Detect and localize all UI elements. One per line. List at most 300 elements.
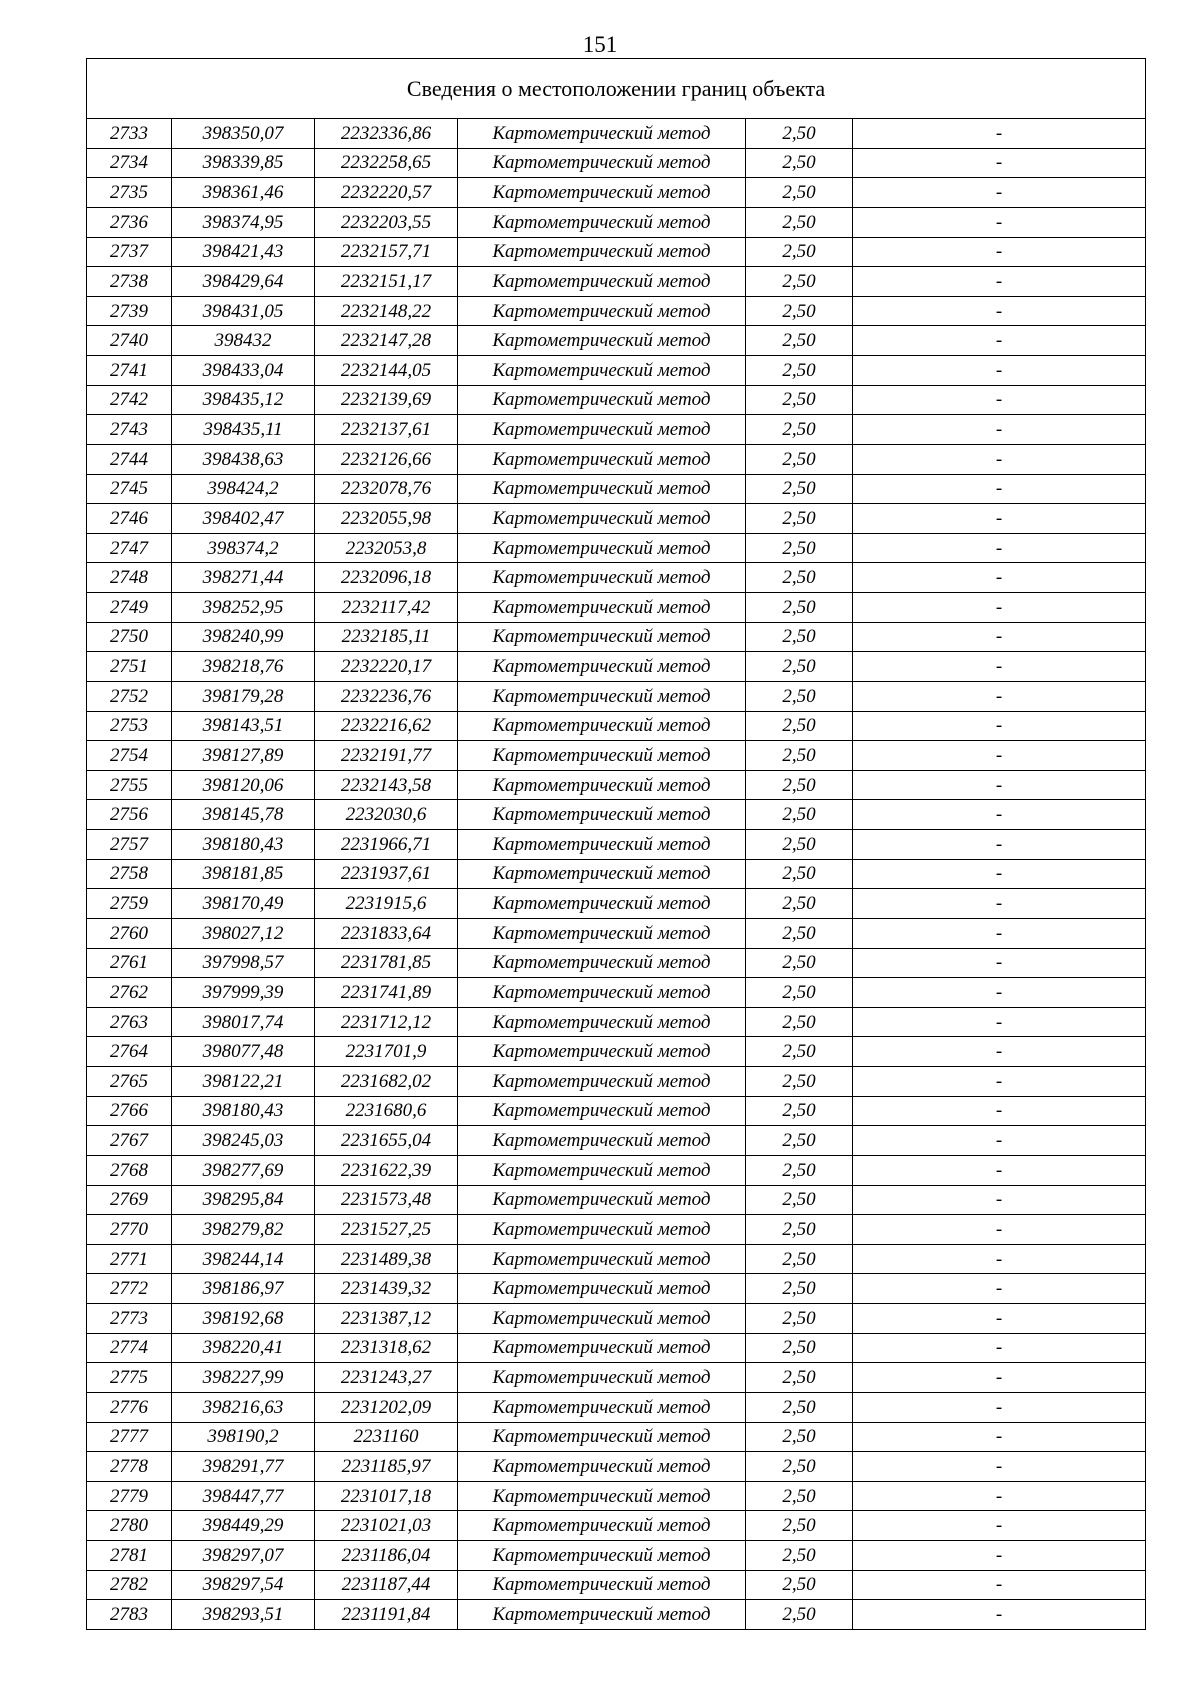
accuracy-cell: 2,50: [746, 296, 853, 326]
accuracy-cell: 2,50: [746, 119, 853, 149]
x-coordinate-cell: 398227,99: [172, 1363, 315, 1393]
method-cell: Картометрический метод: [458, 415, 746, 445]
accuracy-cell: 2,50: [746, 741, 853, 771]
y-coordinate-cell: 2232220,57: [315, 178, 458, 208]
method-cell: Картометрический метод: [458, 1037, 746, 1067]
accuracy-cell: 2,50: [746, 800, 853, 830]
y-coordinate-cell: 2231017,18: [315, 1481, 458, 1511]
x-coordinate-cell: 397999,39: [172, 978, 315, 1008]
point-number-cell: 2754: [87, 741, 172, 771]
y-coordinate-cell: 2231966,71: [315, 830, 458, 860]
method-cell: Картометрический метод: [458, 533, 746, 563]
y-coordinate-cell: 2231833,64: [315, 918, 458, 948]
x-coordinate-cell: 398435,12: [172, 385, 315, 415]
accuracy-cell: 2,50: [746, 1215, 853, 1245]
description-cell: -: [853, 1511, 1146, 1541]
x-coordinate-cell: 398143,51: [172, 711, 315, 741]
x-coordinate-cell: 398244,14: [172, 1244, 315, 1274]
x-coordinate-cell: 398190,2: [172, 1422, 315, 1452]
accuracy-cell: 2,50: [746, 207, 853, 237]
table-row: [87, 1541, 1146, 1571]
description-cell: -: [853, 741, 1146, 771]
description-cell: -: [853, 1155, 1146, 1185]
point-number-cell: 2740: [87, 326, 172, 356]
point-number-cell: 2764: [87, 1037, 172, 1067]
point-number-cell: 2768: [87, 1155, 172, 1185]
table-row: [87, 385, 1146, 415]
method-cell: Картометрический метод: [458, 1215, 746, 1245]
method-cell: Картометрический метод: [458, 681, 746, 711]
x-coordinate-cell: 398339,85: [172, 148, 315, 178]
table-row: [87, 1511, 1146, 1541]
accuracy-cell: 2,50: [746, 1392, 853, 1422]
x-coordinate-cell: 398297,54: [172, 1570, 315, 1600]
accuracy-cell: 2,50: [746, 889, 853, 919]
table-row: [87, 415, 1146, 445]
accuracy-cell: 2,50: [746, 148, 853, 178]
description-cell: -: [853, 1304, 1146, 1334]
table-row: [87, 681, 1146, 711]
x-coordinate-cell: 398220,41: [172, 1333, 315, 1363]
y-coordinate-cell: 2231021,03: [315, 1511, 458, 1541]
table-row: [87, 918, 1146, 948]
x-coordinate-cell: 398421,43: [172, 237, 315, 267]
method-cell: Картометрический метод: [458, 356, 746, 386]
method-cell: Картометрический метод: [458, 474, 746, 504]
table-title: Сведения о местоположении границ объекта: [87, 59, 1146, 119]
y-coordinate-cell: 2232191,77: [315, 741, 458, 771]
description-cell: -: [853, 533, 1146, 563]
description-cell: -: [853, 1244, 1146, 1274]
table-row: [87, 1392, 1146, 1422]
description-cell: -: [853, 178, 1146, 208]
x-coordinate-cell: 398361,46: [172, 178, 315, 208]
accuracy-cell: 2,50: [746, 1185, 853, 1215]
method-cell: Картометрический метод: [458, 1155, 746, 1185]
method-cell: Картометрический метод: [458, 563, 746, 593]
method-cell: Картометрический метод: [458, 918, 746, 948]
y-coordinate-cell: 2231160: [315, 1422, 458, 1452]
table-row: [87, 1185, 1146, 1215]
y-coordinate-cell: 2232148,22: [315, 296, 458, 326]
point-number-cell: 2751: [87, 652, 172, 682]
table-row: [87, 1304, 1146, 1334]
y-coordinate-cell: 2232117,42: [315, 593, 458, 623]
method-cell: Картометрический метод: [458, 1304, 746, 1334]
point-number-cell: 2778: [87, 1452, 172, 1482]
x-coordinate-cell: 398447,77: [172, 1481, 315, 1511]
accuracy-cell: 2,50: [746, 978, 853, 1008]
table-row: [87, 711, 1146, 741]
point-number-cell: 2765: [87, 1067, 172, 1097]
table-row: [87, 1067, 1146, 1097]
description-cell: -: [853, 1600, 1146, 1630]
x-coordinate-cell: 398297,07: [172, 1541, 315, 1571]
accuracy-cell: 2,50: [746, 770, 853, 800]
point-number-cell: 2760: [87, 918, 172, 948]
table-row: [87, 207, 1146, 237]
point-number-cell: 2766: [87, 1096, 172, 1126]
accuracy-cell: 2,50: [746, 1422, 853, 1452]
table-row: [87, 1155, 1146, 1185]
method-cell: Картометрический метод: [458, 1363, 746, 1393]
description-cell: -: [853, 889, 1146, 919]
x-coordinate-cell: 398271,44: [172, 563, 315, 593]
method-cell: Картометрический метод: [458, 859, 746, 889]
table-row: [87, 1215, 1146, 1245]
x-coordinate-cell: 398120,06: [172, 770, 315, 800]
x-coordinate-cell: 398350,07: [172, 119, 315, 149]
description-cell: -: [853, 1185, 1146, 1215]
accuracy-cell: 2,50: [746, 1155, 853, 1185]
y-coordinate-cell: 2231682,02: [315, 1067, 458, 1097]
accuracy-cell: 2,50: [746, 1452, 853, 1482]
accuracy-cell: 2,50: [746, 385, 853, 415]
accuracy-cell: 2,50: [746, 1096, 853, 1126]
description-cell: -: [853, 148, 1146, 178]
table-row: [87, 741, 1146, 771]
x-coordinate-cell: 398374,2: [172, 533, 315, 563]
description-cell: -: [853, 296, 1146, 326]
method-cell: Картометрический метод: [458, 593, 746, 623]
method-cell: Картометрический метод: [458, 1096, 746, 1126]
point-number-cell: 2761: [87, 948, 172, 978]
table-row: [87, 1007, 1146, 1037]
y-coordinate-cell: 2232236,76: [315, 681, 458, 711]
y-coordinate-cell: 2231781,85: [315, 948, 458, 978]
point-number-cell: 2770: [87, 1215, 172, 1245]
y-coordinate-cell: 2232216,62: [315, 711, 458, 741]
accuracy-cell: 2,50: [746, 1511, 853, 1541]
table-row: [87, 563, 1146, 593]
point-number-cell: 2733: [87, 119, 172, 149]
x-coordinate-cell: 398402,47: [172, 504, 315, 534]
table-row: [87, 533, 1146, 563]
method-cell: Картометрический метод: [458, 889, 746, 919]
x-coordinate-cell: 398181,85: [172, 859, 315, 889]
y-coordinate-cell: 2232336,86: [315, 119, 458, 149]
x-coordinate-cell: 398431,05: [172, 296, 315, 326]
table-row: [87, 652, 1146, 682]
description-cell: -: [853, 1037, 1146, 1067]
description-cell: -: [853, 385, 1146, 415]
x-coordinate-cell: 398122,21: [172, 1067, 315, 1097]
y-coordinate-cell: 2231915,6: [315, 889, 458, 919]
point-number-cell: 2783: [87, 1600, 172, 1630]
table-row: [87, 978, 1146, 1008]
y-coordinate-cell: 2232220,17: [315, 652, 458, 682]
point-number-cell: 2758: [87, 859, 172, 889]
method-cell: Картометрический метод: [458, 385, 746, 415]
point-number-cell: 2747: [87, 533, 172, 563]
y-coordinate-cell: 2231191,84: [315, 1600, 458, 1630]
y-coordinate-cell: 2231741,89: [315, 978, 458, 1008]
y-coordinate-cell: 2232157,71: [315, 237, 458, 267]
point-number-cell: 2741: [87, 356, 172, 386]
y-coordinate-cell: 2231387,12: [315, 1304, 458, 1334]
method-cell: Картометрический метод: [458, 622, 746, 652]
table-row: [87, 889, 1146, 919]
x-coordinate-cell: 398435,11: [172, 415, 315, 445]
table-row: [87, 326, 1146, 356]
description-cell: -: [853, 1126, 1146, 1156]
point-number-cell: 2744: [87, 444, 172, 474]
method-cell: Картометрический метод: [458, 1244, 746, 1274]
description-cell: -: [853, 326, 1146, 356]
point-number-cell: 2742: [87, 385, 172, 415]
description-cell: -: [853, 415, 1146, 445]
point-number-cell: 2750: [87, 622, 172, 652]
point-number-cell: 2777: [87, 1422, 172, 1452]
point-number-cell: 2772: [87, 1274, 172, 1304]
x-coordinate-cell: 398240,99: [172, 622, 315, 652]
point-number-cell: 2737: [87, 237, 172, 267]
description-cell: -: [853, 830, 1146, 860]
y-coordinate-cell: 2231573,48: [315, 1185, 458, 1215]
point-number-cell: 2774: [87, 1333, 172, 1363]
table-row: [87, 474, 1146, 504]
y-coordinate-cell: 2232143,58: [315, 770, 458, 800]
method-cell: Картометрический метод: [458, 978, 746, 1008]
description-cell: -: [853, 1215, 1146, 1245]
x-coordinate-cell: 397998,57: [172, 948, 315, 978]
point-number-cell: 2746: [87, 504, 172, 534]
y-coordinate-cell: 2232137,61: [315, 415, 458, 445]
description-cell: -: [853, 237, 1146, 267]
y-coordinate-cell: 2231937,61: [315, 859, 458, 889]
table-row: [87, 1600, 1146, 1630]
point-number-cell: 2757: [87, 830, 172, 860]
point-number-cell: 2780: [87, 1511, 172, 1541]
accuracy-cell: 2,50: [746, 652, 853, 682]
accuracy-cell: 2,50: [746, 1007, 853, 1037]
description-cell: -: [853, 978, 1146, 1008]
x-coordinate-cell: 398027,12: [172, 918, 315, 948]
boundary-coordinates-table: [86, 58, 1146, 1630]
x-coordinate-cell: 398077,48: [172, 1037, 315, 1067]
table-row: [87, 948, 1146, 978]
table-row: [87, 593, 1146, 623]
method-cell: Картометрический метод: [458, 1511, 746, 1541]
description-cell: -: [853, 918, 1146, 948]
method-cell: Картометрический метод: [458, 1392, 746, 1422]
method-cell: Картометрический метод: [458, 1422, 746, 1452]
description-cell: -: [853, 563, 1146, 593]
point-number-cell: 2775: [87, 1363, 172, 1393]
x-coordinate-cell: 398192,68: [172, 1304, 315, 1334]
y-coordinate-cell: 2231243,27: [315, 1363, 458, 1393]
x-coordinate-cell: 398433,04: [172, 356, 315, 386]
table-row: [87, 356, 1146, 386]
table-row: [87, 1452, 1146, 1482]
y-coordinate-cell: 2232203,55: [315, 207, 458, 237]
y-coordinate-cell: 2231439,32: [315, 1274, 458, 1304]
y-coordinate-cell: 2232139,69: [315, 385, 458, 415]
y-coordinate-cell: 2231701,9: [315, 1037, 458, 1067]
description-cell: -: [853, 1333, 1146, 1363]
description-cell: -: [853, 207, 1146, 237]
method-cell: Картометрический метод: [458, 800, 746, 830]
point-number-cell: 2735: [87, 178, 172, 208]
point-number-cell: 2782: [87, 1570, 172, 1600]
page-number: 151: [582, 32, 618, 57]
method-cell: Картометрический метод: [458, 1452, 746, 1482]
y-coordinate-cell: 2232055,98: [315, 504, 458, 534]
x-coordinate-cell: 398218,76: [172, 652, 315, 682]
method-cell: Картометрический метод: [458, 711, 746, 741]
x-coordinate-cell: 398295,84: [172, 1185, 315, 1215]
y-coordinate-cell: 2231187,44: [315, 1570, 458, 1600]
y-coordinate-cell: 2231712,12: [315, 1007, 458, 1037]
y-coordinate-cell: 2231622,39: [315, 1155, 458, 1185]
x-coordinate-cell: 398252,95: [172, 593, 315, 623]
accuracy-cell: 2,50: [746, 356, 853, 386]
method-cell: Картометрический метод: [458, 504, 746, 534]
point-number-cell: 2756: [87, 800, 172, 830]
method-cell: Картометрический метод: [458, 444, 746, 474]
point-number-cell: 2755: [87, 770, 172, 800]
y-coordinate-cell: 2231527,25: [315, 1215, 458, 1245]
y-coordinate-cell: 2231186,04: [315, 1541, 458, 1571]
method-cell: Картометрический метод: [458, 652, 746, 682]
method-cell: Картометрический метод: [458, 1185, 746, 1215]
accuracy-cell: 2,50: [746, 859, 853, 889]
point-number-cell: 2767: [87, 1126, 172, 1156]
x-coordinate-cell: 398424,2: [172, 474, 315, 504]
accuracy-cell: 2,50: [746, 1126, 853, 1156]
x-coordinate-cell: 398245,03: [172, 1126, 315, 1156]
accuracy-cell: 2,50: [746, 622, 853, 652]
accuracy-cell: 2,50: [746, 1600, 853, 1630]
method-cell: Картометрический метод: [458, 770, 746, 800]
description-cell: -: [853, 1067, 1146, 1097]
description-cell: -: [853, 859, 1146, 889]
table-row: [87, 1363, 1146, 1393]
y-coordinate-cell: 2232053,8: [315, 533, 458, 563]
description-cell: -: [853, 356, 1146, 386]
description-cell: -: [853, 1392, 1146, 1422]
accuracy-cell: 2,50: [746, 830, 853, 860]
x-coordinate-cell: 398216,63: [172, 1392, 315, 1422]
point-number-cell: 2759: [87, 889, 172, 919]
method-cell: Картометрический метод: [458, 1541, 746, 1571]
accuracy-cell: 2,50: [746, 326, 853, 356]
description-cell: -: [853, 444, 1146, 474]
table-row: [87, 1037, 1146, 1067]
method-cell: Картометрический метод: [458, 1007, 746, 1037]
description-cell: -: [853, 1570, 1146, 1600]
x-coordinate-cell: 398432: [172, 326, 315, 356]
x-coordinate-cell: 398145,78: [172, 800, 315, 830]
description-cell: -: [853, 1541, 1146, 1571]
method-cell: Картометрический метод: [458, 1274, 746, 1304]
method-cell: Картометрический метод: [458, 741, 746, 771]
method-cell: Картометрический метод: [458, 296, 746, 326]
description-cell: -: [853, 593, 1146, 623]
accuracy-cell: 2,50: [746, 1570, 853, 1600]
point-number-cell: 2739: [87, 296, 172, 326]
point-number-cell: 2734: [87, 148, 172, 178]
x-coordinate-cell: 398127,89: [172, 741, 315, 771]
table-row: [87, 1333, 1146, 1363]
y-coordinate-cell: 2232096,18: [315, 563, 458, 593]
accuracy-cell: 2,50: [746, 563, 853, 593]
accuracy-cell: 2,50: [746, 1481, 853, 1511]
method-cell: Картометрический метод: [458, 148, 746, 178]
y-coordinate-cell: 2231680,6: [315, 1096, 458, 1126]
description-cell: -: [853, 948, 1146, 978]
method-cell: Картометрический метод: [458, 326, 746, 356]
accuracy-cell: 2,50: [746, 1274, 853, 1304]
accuracy-cell: 2,50: [746, 474, 853, 504]
description-cell: -: [853, 681, 1146, 711]
description-cell: -: [853, 474, 1146, 504]
table-row: [87, 859, 1146, 889]
accuracy-cell: 2,50: [746, 711, 853, 741]
y-coordinate-cell: 2232030,6: [315, 800, 458, 830]
y-coordinate-cell: 2231655,04: [315, 1126, 458, 1156]
description-cell: -: [853, 1363, 1146, 1393]
accuracy-cell: 2,50: [746, 1244, 853, 1274]
x-coordinate-cell: 398429,64: [172, 267, 315, 297]
table-row: [87, 800, 1146, 830]
description-cell: -: [853, 652, 1146, 682]
accuracy-cell: 2,50: [746, 1067, 853, 1097]
accuracy-cell: 2,50: [746, 948, 853, 978]
table-row: [87, 622, 1146, 652]
y-coordinate-cell: 2232144,05: [315, 356, 458, 386]
method-cell: Картометрический метод: [458, 1333, 746, 1363]
method-cell: Картометрический метод: [458, 119, 746, 149]
x-coordinate-cell: 398291,77: [172, 1452, 315, 1482]
description-cell: -: [853, 1452, 1146, 1482]
table-row: [87, 770, 1146, 800]
description-cell: -: [853, 770, 1146, 800]
table-row: [87, 1244, 1146, 1274]
y-coordinate-cell: 2232126,66: [315, 444, 458, 474]
x-coordinate-cell: 398179,28: [172, 681, 315, 711]
method-cell: Картометрический метод: [458, 1600, 746, 1630]
x-coordinate-cell: 398186,97: [172, 1274, 315, 1304]
accuracy-cell: 2,50: [746, 1541, 853, 1571]
point-number-cell: 2752: [87, 681, 172, 711]
method-cell: Картометрический метод: [458, 948, 746, 978]
description-cell: -: [853, 800, 1146, 830]
y-coordinate-cell: 2232078,76: [315, 474, 458, 504]
y-coordinate-cell: 2232147,28: [315, 326, 458, 356]
table-row: [87, 1481, 1146, 1511]
method-cell: Картометрический метод: [458, 237, 746, 267]
point-number-cell: 2781: [87, 1541, 172, 1571]
x-coordinate-cell: 398180,43: [172, 830, 315, 860]
y-coordinate-cell: 2232185,11: [315, 622, 458, 652]
table-row: [87, 830, 1146, 860]
x-coordinate-cell: 398438,63: [172, 444, 315, 474]
accuracy-cell: 2,50: [746, 237, 853, 267]
point-number-cell: 2743: [87, 415, 172, 445]
point-number-cell: 2773: [87, 1304, 172, 1334]
accuracy-cell: 2,50: [746, 593, 853, 623]
x-coordinate-cell: 398180,43: [172, 1096, 315, 1126]
accuracy-cell: 2,50: [746, 918, 853, 948]
accuracy-cell: 2,50: [746, 1304, 853, 1334]
table-row: [87, 504, 1146, 534]
description-cell: -: [853, 119, 1146, 149]
table-row: [87, 178, 1146, 208]
method-cell: Картометрический метод: [458, 267, 746, 297]
y-coordinate-cell: 2231318,62: [315, 1333, 458, 1363]
description-cell: -: [853, 711, 1146, 741]
